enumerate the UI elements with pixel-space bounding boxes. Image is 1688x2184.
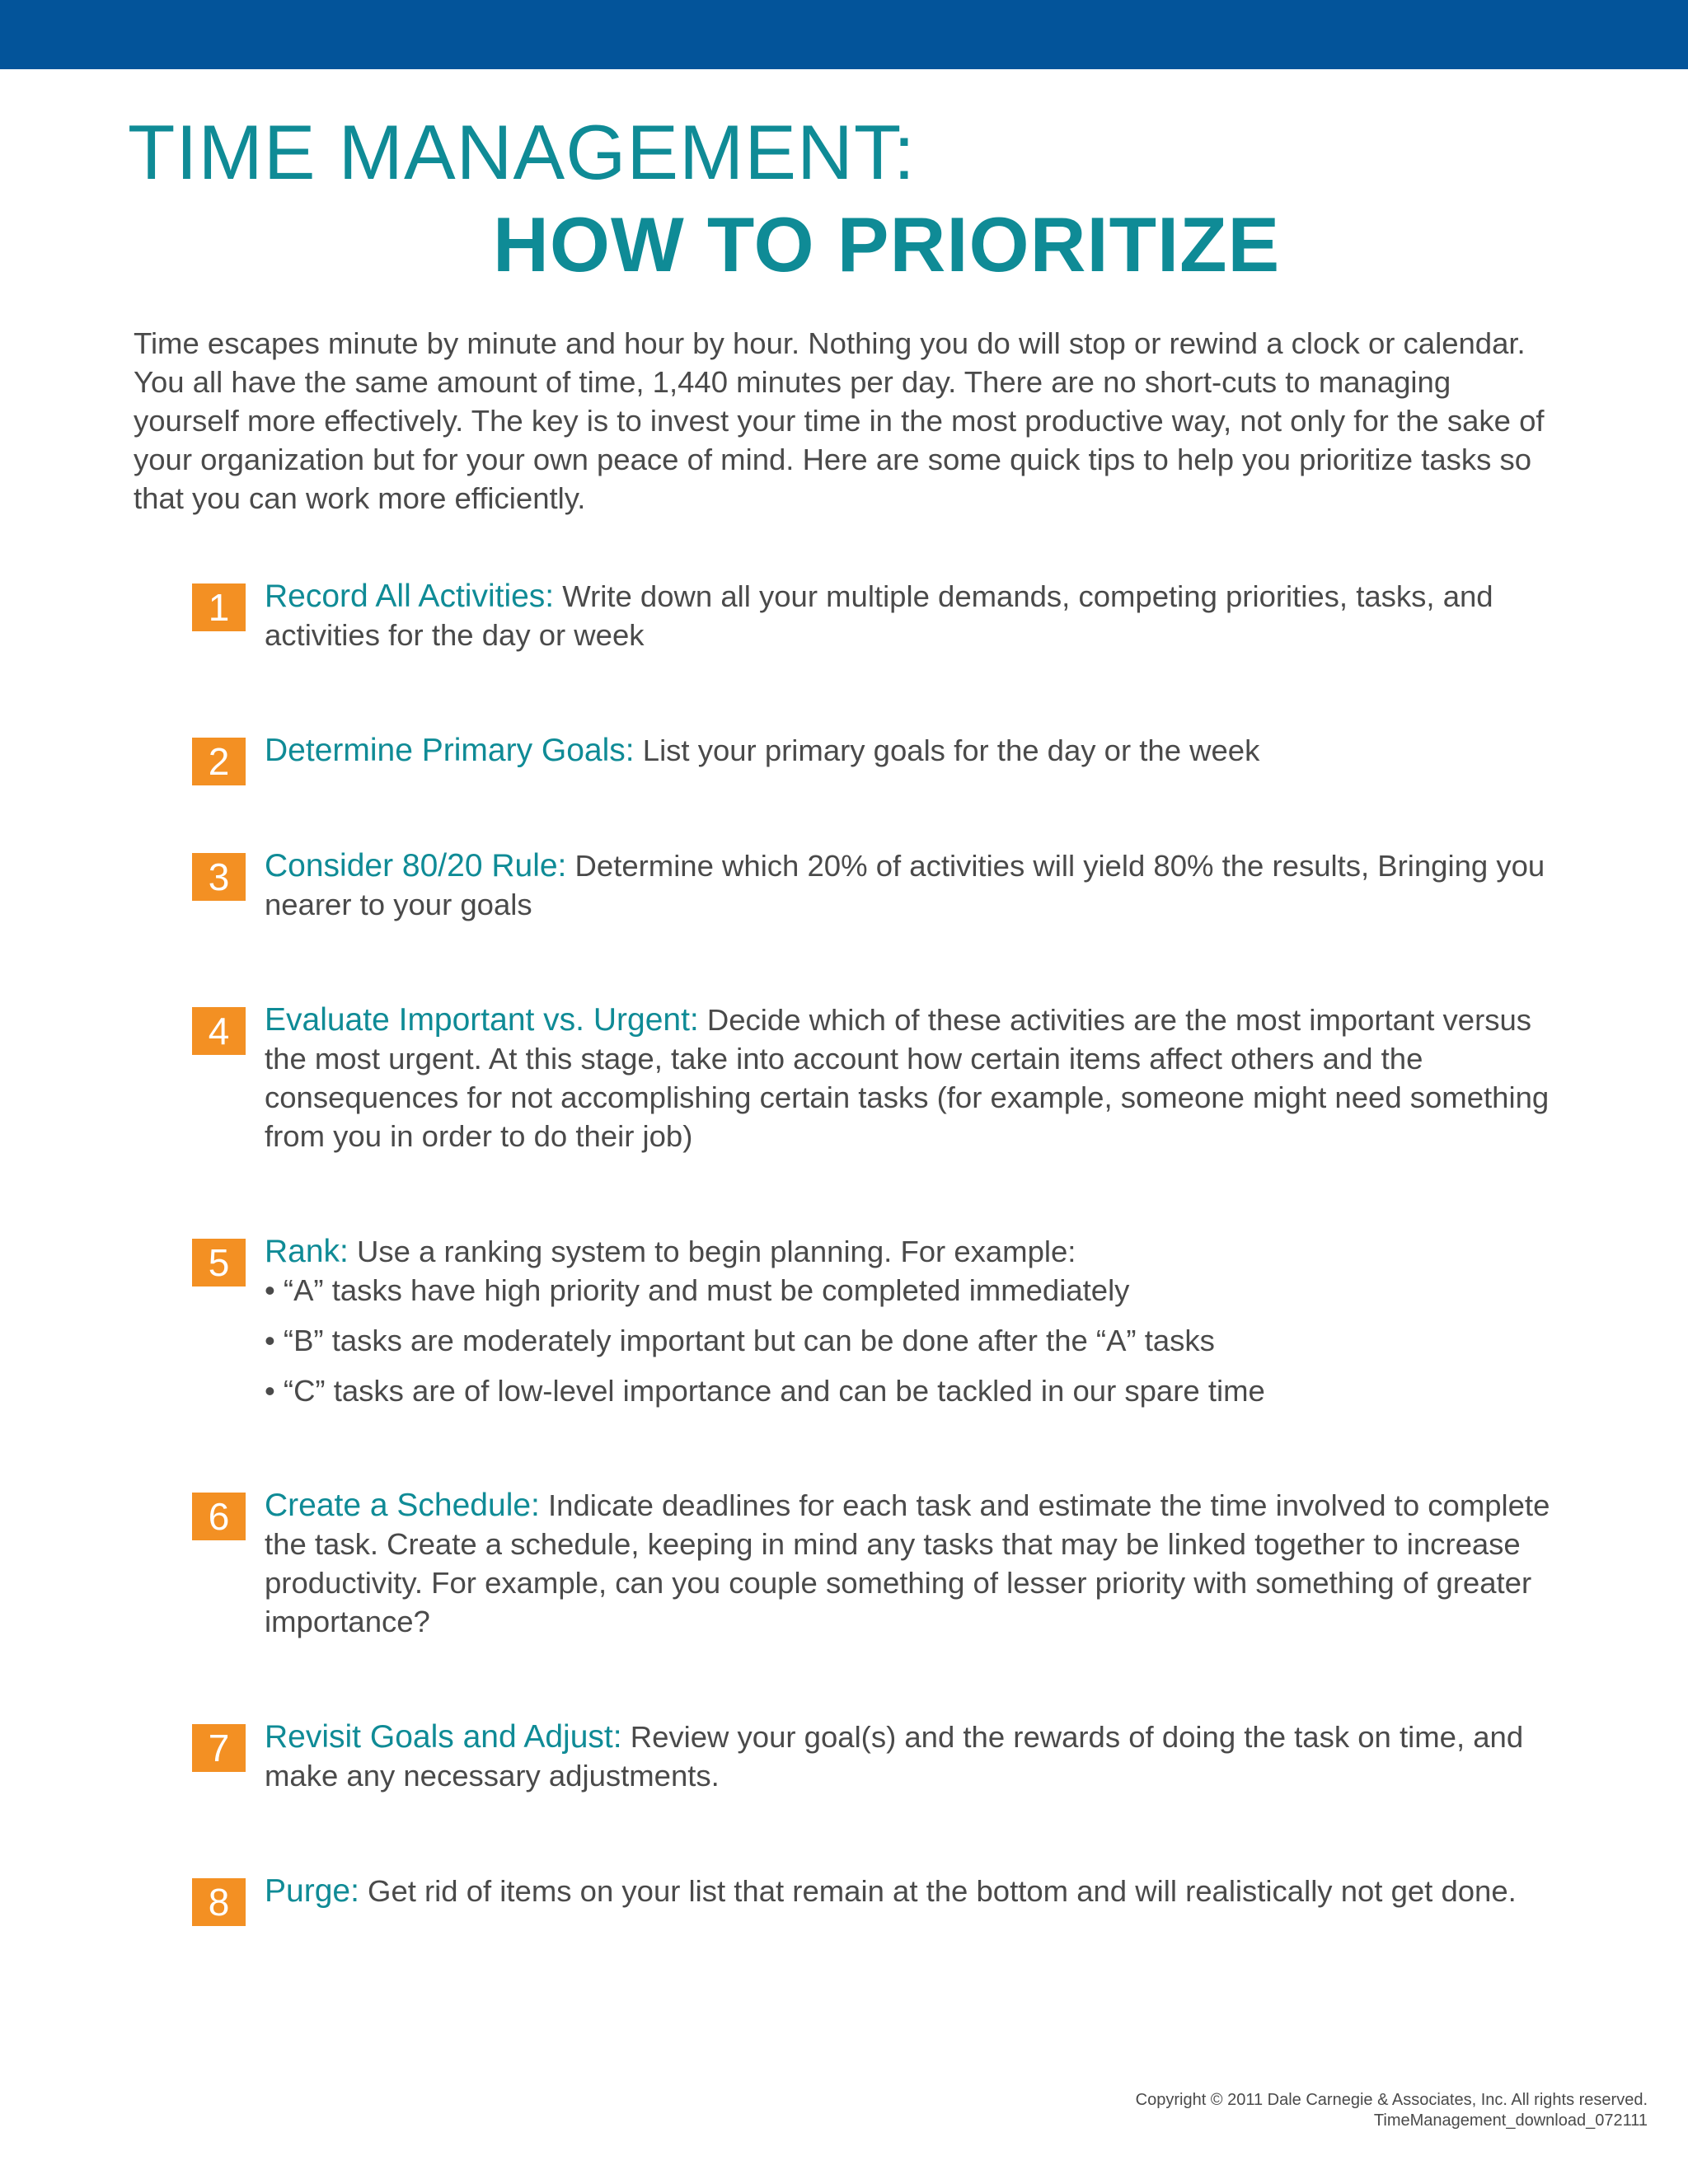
- tip-title: Record All Activities:: [265, 579, 555, 614]
- tip-number-badge: 4: [192, 1007, 246, 1055]
- tip-body: [265, 1872, 1550, 1910]
- intro-paragraph: Time escapes minute by minute and hour by hour. Nothing you do will stop or rewind a clock or calendar. You all have the same amount of time, 1,440 minutes per day. There are no short-cuts to managing yourself more effectively. The key is to invest your time in the most productive way, not only for the sake of your organization but for your own peace of mind. Here are some quick tips to help you prioritize tasks so that you can work more efficiently.: [134, 326, 1545, 515]
- tip-title: Rank:: [265, 1234, 349, 1269]
- rank-bullet-c: • “C” tasks are of low-level importance and can be tackled in our spare time: [265, 1374, 1265, 1408]
- tip-title: Create a Schedule:: [265, 1488, 540, 1523]
- tip-text: Use a ranking system to begin planning. For example:: [348, 1235, 1076, 1268]
- document-id: TimeManagement_download_072111: [1373, 2111, 1648, 2130]
- page-title-line2: HOW TO PRIORITIZE: [493, 201, 1281, 288]
- page-title-line1: TIME MANAGEMENT:: [128, 109, 917, 195]
- tip-number-badge: 3: [192, 853, 246, 901]
- tip-title: Consider 80/20 Rule:: [265, 848, 567, 883]
- tip-number-badge: 6: [192, 1493, 246, 1540]
- tip-body: [265, 1486, 1550, 1641]
- tip-body: [265, 1718, 1550, 1795]
- tip-body: [265, 731, 1550, 770]
- tip-body: [265, 846, 1550, 924]
- tip-title: Determine Primary Goals:: [265, 733, 635, 768]
- tip-number-badge: 1: [192, 583, 246, 631]
- tip-body: [265, 1001, 1550, 1155]
- rank-bullet-a: • “A” tasks have high priority and must be completed immediately: [265, 1273, 1130, 1307]
- tip-body: [265, 577, 1550, 654]
- tip-number-badge: 8: [192, 1878, 246, 1926]
- tip-text: Get rid of items on your list that remain at the bottom and will realistically not get done.: [359, 1874, 1517, 1908]
- tip-text: Determine which 20% of activities will yield 80% the results, Bringing you nearer to your goals: [265, 849, 1545, 921]
- tip-title: Purge:: [265, 1873, 359, 1909]
- tip-number-badge: 2: [192, 738, 246, 785]
- footer-copyright: [1136, 2090, 1648, 2131]
- header-bar: [0, 0, 1688, 69]
- copyright-text: Copyright © 2011 Dale Carnegie & Associates, Inc. All rights reserved.: [1135, 2091, 1648, 2109]
- rank-bullet-list: [265, 1271, 1550, 1410]
- tip-text: List your primary goals for the day or the week: [634, 733, 1260, 767]
- tip-body: [265, 1232, 1550, 1422]
- tip-text: Review your goal(s) and the rewards of doing the task on time, and make any necessary adjustments.: [265, 1720, 1524, 1793]
- tip-text: Write down all your multiple demands, competing priorities, tasks, and activities for the day or week: [265, 579, 1493, 652]
- tip-number-badge: 5: [192, 1239, 246, 1286]
- tip-text: Decide which of these activities are the most important versus the most urgent. At this stage, take into account how certain items affect others and the consequences for not accomplishing certain tasks (for example, someone might need something from you in order to do their job): [265, 1003, 1550, 1153]
- tip-title: Revisit Goals and Adjust:: [265, 1719, 622, 1755]
- tip-number-badge: 7: [192, 1724, 246, 1772]
- rank-bullet-b: • “B” tasks are moderately important but can be done after the “A” tasks: [265, 1324, 1215, 1357]
- tip-text: Indicate deadlines for each task and estimate the time involved to complete the task. Create a schedule, keeping in mind any tasks that may be linked together to increase productivity. For example, can you couple something of lesser priority with something of greater importance?: [265, 1488, 1550, 1638]
- tip-title: Evaluate Important vs. Urgent:: [265, 1002, 699, 1038]
